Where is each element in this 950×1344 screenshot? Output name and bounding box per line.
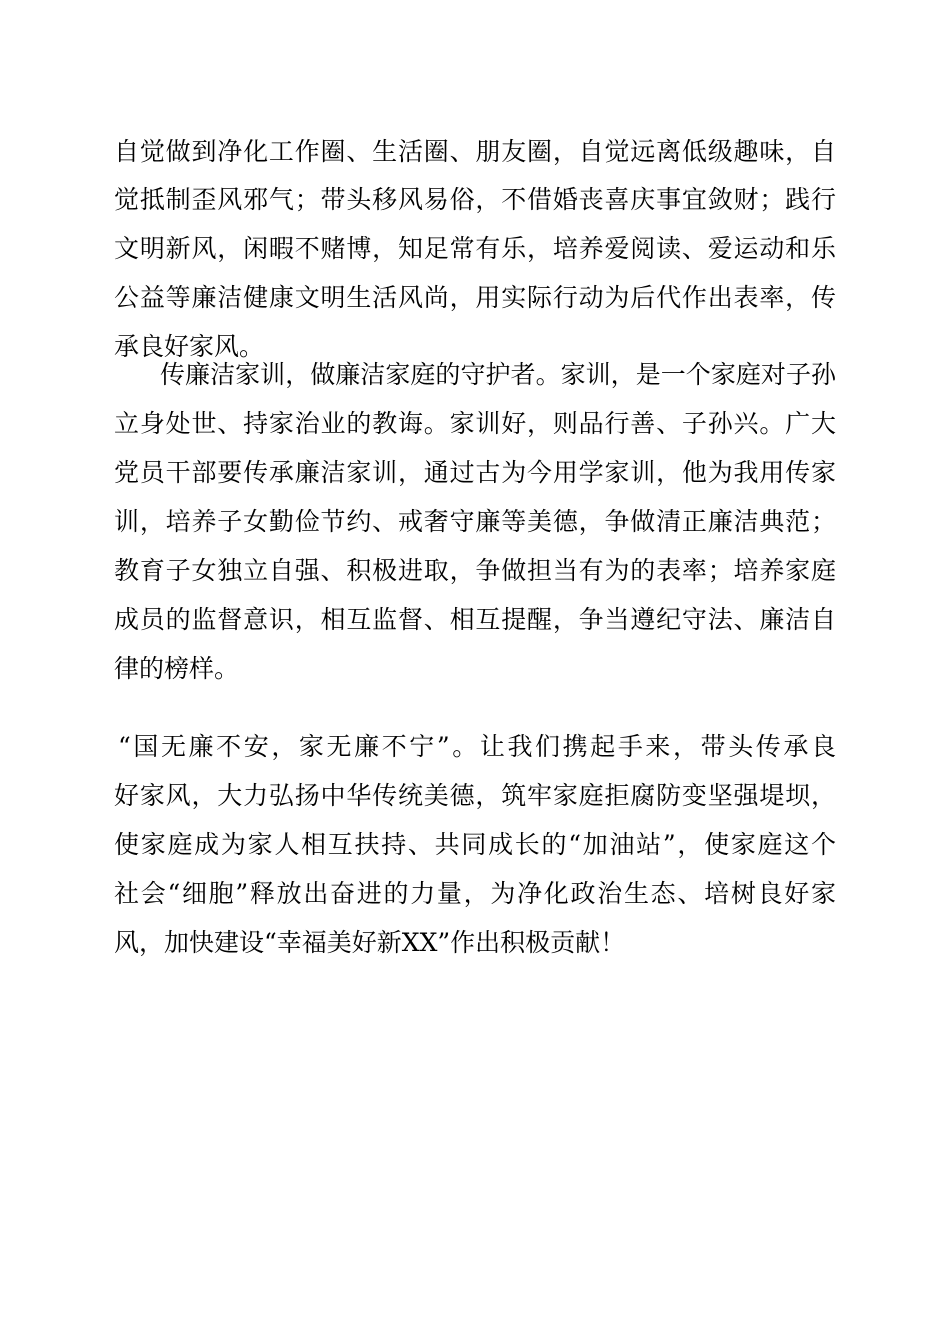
paragraph-line: 好家风，大力弘扬中华传统美德，筑牢家庭拒腐防变坚强堤坝，	[114, 781, 836, 810]
paragraph-line: 公益等廉洁健康文明生活风尚，用实际行动为后代作出表率，传	[114, 283, 836, 312]
paragraph-line: 立身处世、持家治业的教诲。家训好，则品行善、子孙兴。广大	[114, 409, 836, 438]
paragraph-line: 训，培养子女勤俭节约、戒奢守廉等美德，争做清正廉洁典范；	[114, 507, 836, 536]
paragraph-line: 社会“细胞”释放出奋进的力量，为净化政治生态、培树良好家	[114, 879, 836, 908]
paragraph-line: 成员的监督意识，相互监督、相互提醒，争当遵纪守法、廉洁自	[114, 605, 836, 634]
paragraph-line: 承良好家风。	[114, 332, 265, 361]
paragraph-line: 觉抵制歪风邪气；带头移风易俗，不借婚丧喜庆事宜敛财；践行	[114, 185, 836, 214]
paragraph-line: 党员干部要传承廉洁家训，通过古为今用学家训，他为我用传家	[114, 458, 836, 487]
paragraph-line: 文明新风，闲暇不赌博，知足常有乐，培养爱阅读、爱运动和乐	[114, 234, 836, 263]
paragraph-line: 自觉做到净化工作圈、生活圈、朋友圈，自觉远离低级趣味，自	[114, 137, 836, 166]
paragraph-line: 风，加快建设“幸福美好新XX”作出积极贡献！	[114, 928, 626, 957]
paragraph-line: “国无廉不安，家无廉不宁”。让我们携起手来，带头传承良	[118, 732, 836, 761]
paragraph-line: 律的榜样。	[114, 654, 240, 683]
paragraph-line: 教育子女独立自强、积极进取，争做担当有为的表率；培养家庭	[114, 556, 836, 585]
paragraph-line: 使家庭成为家人相互扶持、共同成长的“加油站”，使家庭这个	[114, 830, 836, 859]
paragraph-line: 传廉洁家训，做廉洁家庭的守护者。家训，是一个家庭对子孙	[160, 360, 836, 389]
